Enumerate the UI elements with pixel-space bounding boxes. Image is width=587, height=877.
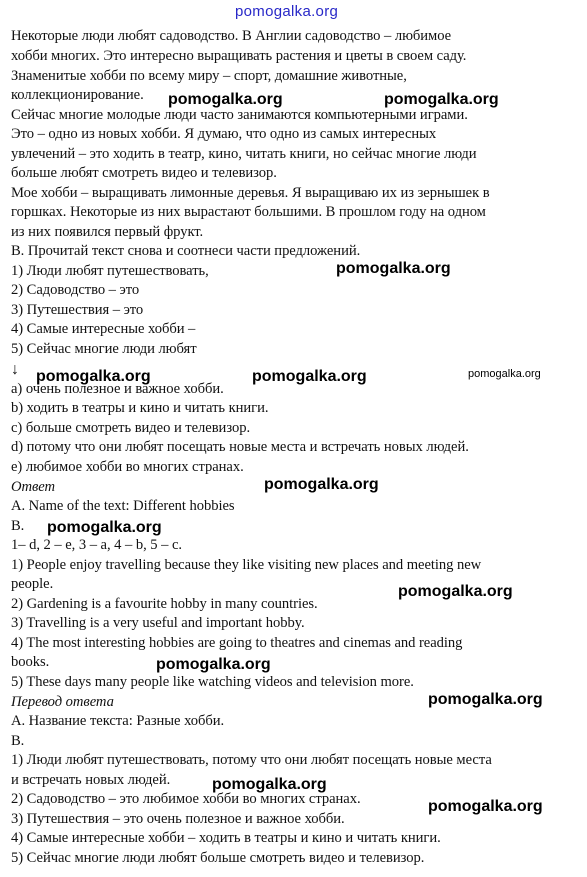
- translation-line: 4) Самые интересные хобби – ходить в театры и кино и читать книги.: [11, 830, 441, 846]
- answer-heading: Ответ: [11, 479, 55, 495]
- text-line: увлечений – это ходить в театр, кино, читать книги, но сейчас многие люди: [11, 146, 477, 162]
- text-line: из них появился первый фрукт.: [11, 224, 204, 240]
- translation-line: 2) Садоводство – это любимое хобби во многих странах.: [11, 791, 361, 807]
- answer-line: people.: [11, 576, 54, 592]
- translation-b-label: В.: [11, 733, 25, 749]
- text-line: коллекционирование.: [11, 87, 144, 103]
- watermark-small: pomogalka.org: [468, 368, 541, 380]
- translation-a: А. Название текста: Разные хобби.: [11, 713, 225, 729]
- task-instruction: B. Прочитай текст снова и соотнеси части предложений.: [11, 243, 361, 259]
- text-line: Сейчас многие молодые люди часто занимаются компьютерными играми.: [11, 107, 468, 123]
- answer-a: A. Name of the text: Different hobbies: [11, 498, 235, 514]
- answer-line: 5) These days many people like watching videos and television more.: [11, 674, 414, 690]
- text-line: больше любят смотреть видео и телевизор.: [11, 165, 277, 181]
- watermark-top: pomogalka.org: [235, 3, 339, 20]
- watermark: pomogalka.org: [252, 368, 367, 385]
- answer-line: 4) The most interesting hobbies are going to theatres and cinemas and reading: [11, 635, 463, 651]
- translation-line: 3) Путешествия – это очень полезное и важное хобби.: [11, 811, 345, 827]
- answer-line: 2) Gardening is a favourite hobby in many countries.: [11, 596, 318, 612]
- watermark: pomogalka.org: [428, 798, 543, 815]
- translation-line: 5) Сейчас многие люди любят больше смотреть видео и телевизор.: [11, 850, 425, 866]
- text-line: Это – одно из новых хобби. Я думаю, что одно из самых интересных: [11, 126, 437, 142]
- sentence-end: c) больше смотреть видео и телевизор.: [11, 420, 251, 436]
- answer-line: books.: [11, 654, 50, 670]
- answer-b-label: B.: [11, 518, 25, 534]
- down-arrow-icon: ↓: [11, 361, 19, 378]
- text-line: Мое хобби – выращивать лимонные деревья. Я выращиваю их из зернышек в: [11, 185, 490, 201]
- sentence-start: 4) Самые интересные хобби –: [11, 321, 196, 337]
- text-line: Некоторые люди любят садоводство. В Англии садоводство – любимое: [11, 28, 452, 44]
- sentence-start: 3) Путешествия – это: [11, 302, 144, 318]
- sentence-end: b) ходить в театры и кино и читать книги.: [11, 400, 269, 416]
- watermark: pomogalka.org: [168, 91, 283, 108]
- watermark: pomogalka.org: [336, 260, 451, 277]
- translation-heading: Перевод ответа: [11, 694, 114, 710]
- translation-line: и встречать новых людей.: [11, 772, 171, 788]
- text-line: хобби многих. Это интересно выращивать растения и цветы в своем саду.: [11, 48, 467, 64]
- answer-line: 3) Travelling is a very useful and important hobby.: [11, 615, 305, 631]
- watermark: pomogalka.org: [384, 91, 499, 108]
- watermark: pomogalka.org: [156, 656, 271, 673]
- watermark: pomogalka.org: [264, 476, 379, 493]
- text-line: горшках. Некоторые из них вырастают большими. В прошлом году на одном: [11, 204, 486, 220]
- translation-line: 1) Люди любят путешествовать, потому что они любят посещать новые места: [11, 752, 492, 768]
- sentence-start: 5) Сейчас многие люди любят: [11, 341, 197, 357]
- watermark: pomogalka.org: [428, 691, 543, 708]
- watermark: pomogalka.org: [36, 368, 151, 385]
- sentence-end: a) очень полезное и важное хобби.: [11, 381, 224, 397]
- sentence-start: 2) Садоводство – это: [11, 282, 140, 298]
- text-line: Знаменитые хобби по всему миру – спорт, домашние животные,: [11, 68, 407, 84]
- answer-line: 1) People enjoy travelling because they like visiting new places and meeting new: [11, 557, 482, 573]
- answer-matches: 1– d, 2 – e, 3 – a, 4 – b, 5 – c.: [11, 537, 183, 553]
- sentence-end: d) потому что они любят посещать новые места и встречать новых людей.: [11, 439, 469, 455]
- sentence-start: 1) Люди любят путешествовать,: [11, 263, 209, 279]
- watermark: pomogalka.org: [47, 519, 162, 536]
- watermark: pomogalka.org: [212, 776, 327, 793]
- sentence-end: e) любимое хобби во многих странах.: [11, 459, 244, 475]
- watermark: pomogalka.org: [398, 583, 513, 600]
